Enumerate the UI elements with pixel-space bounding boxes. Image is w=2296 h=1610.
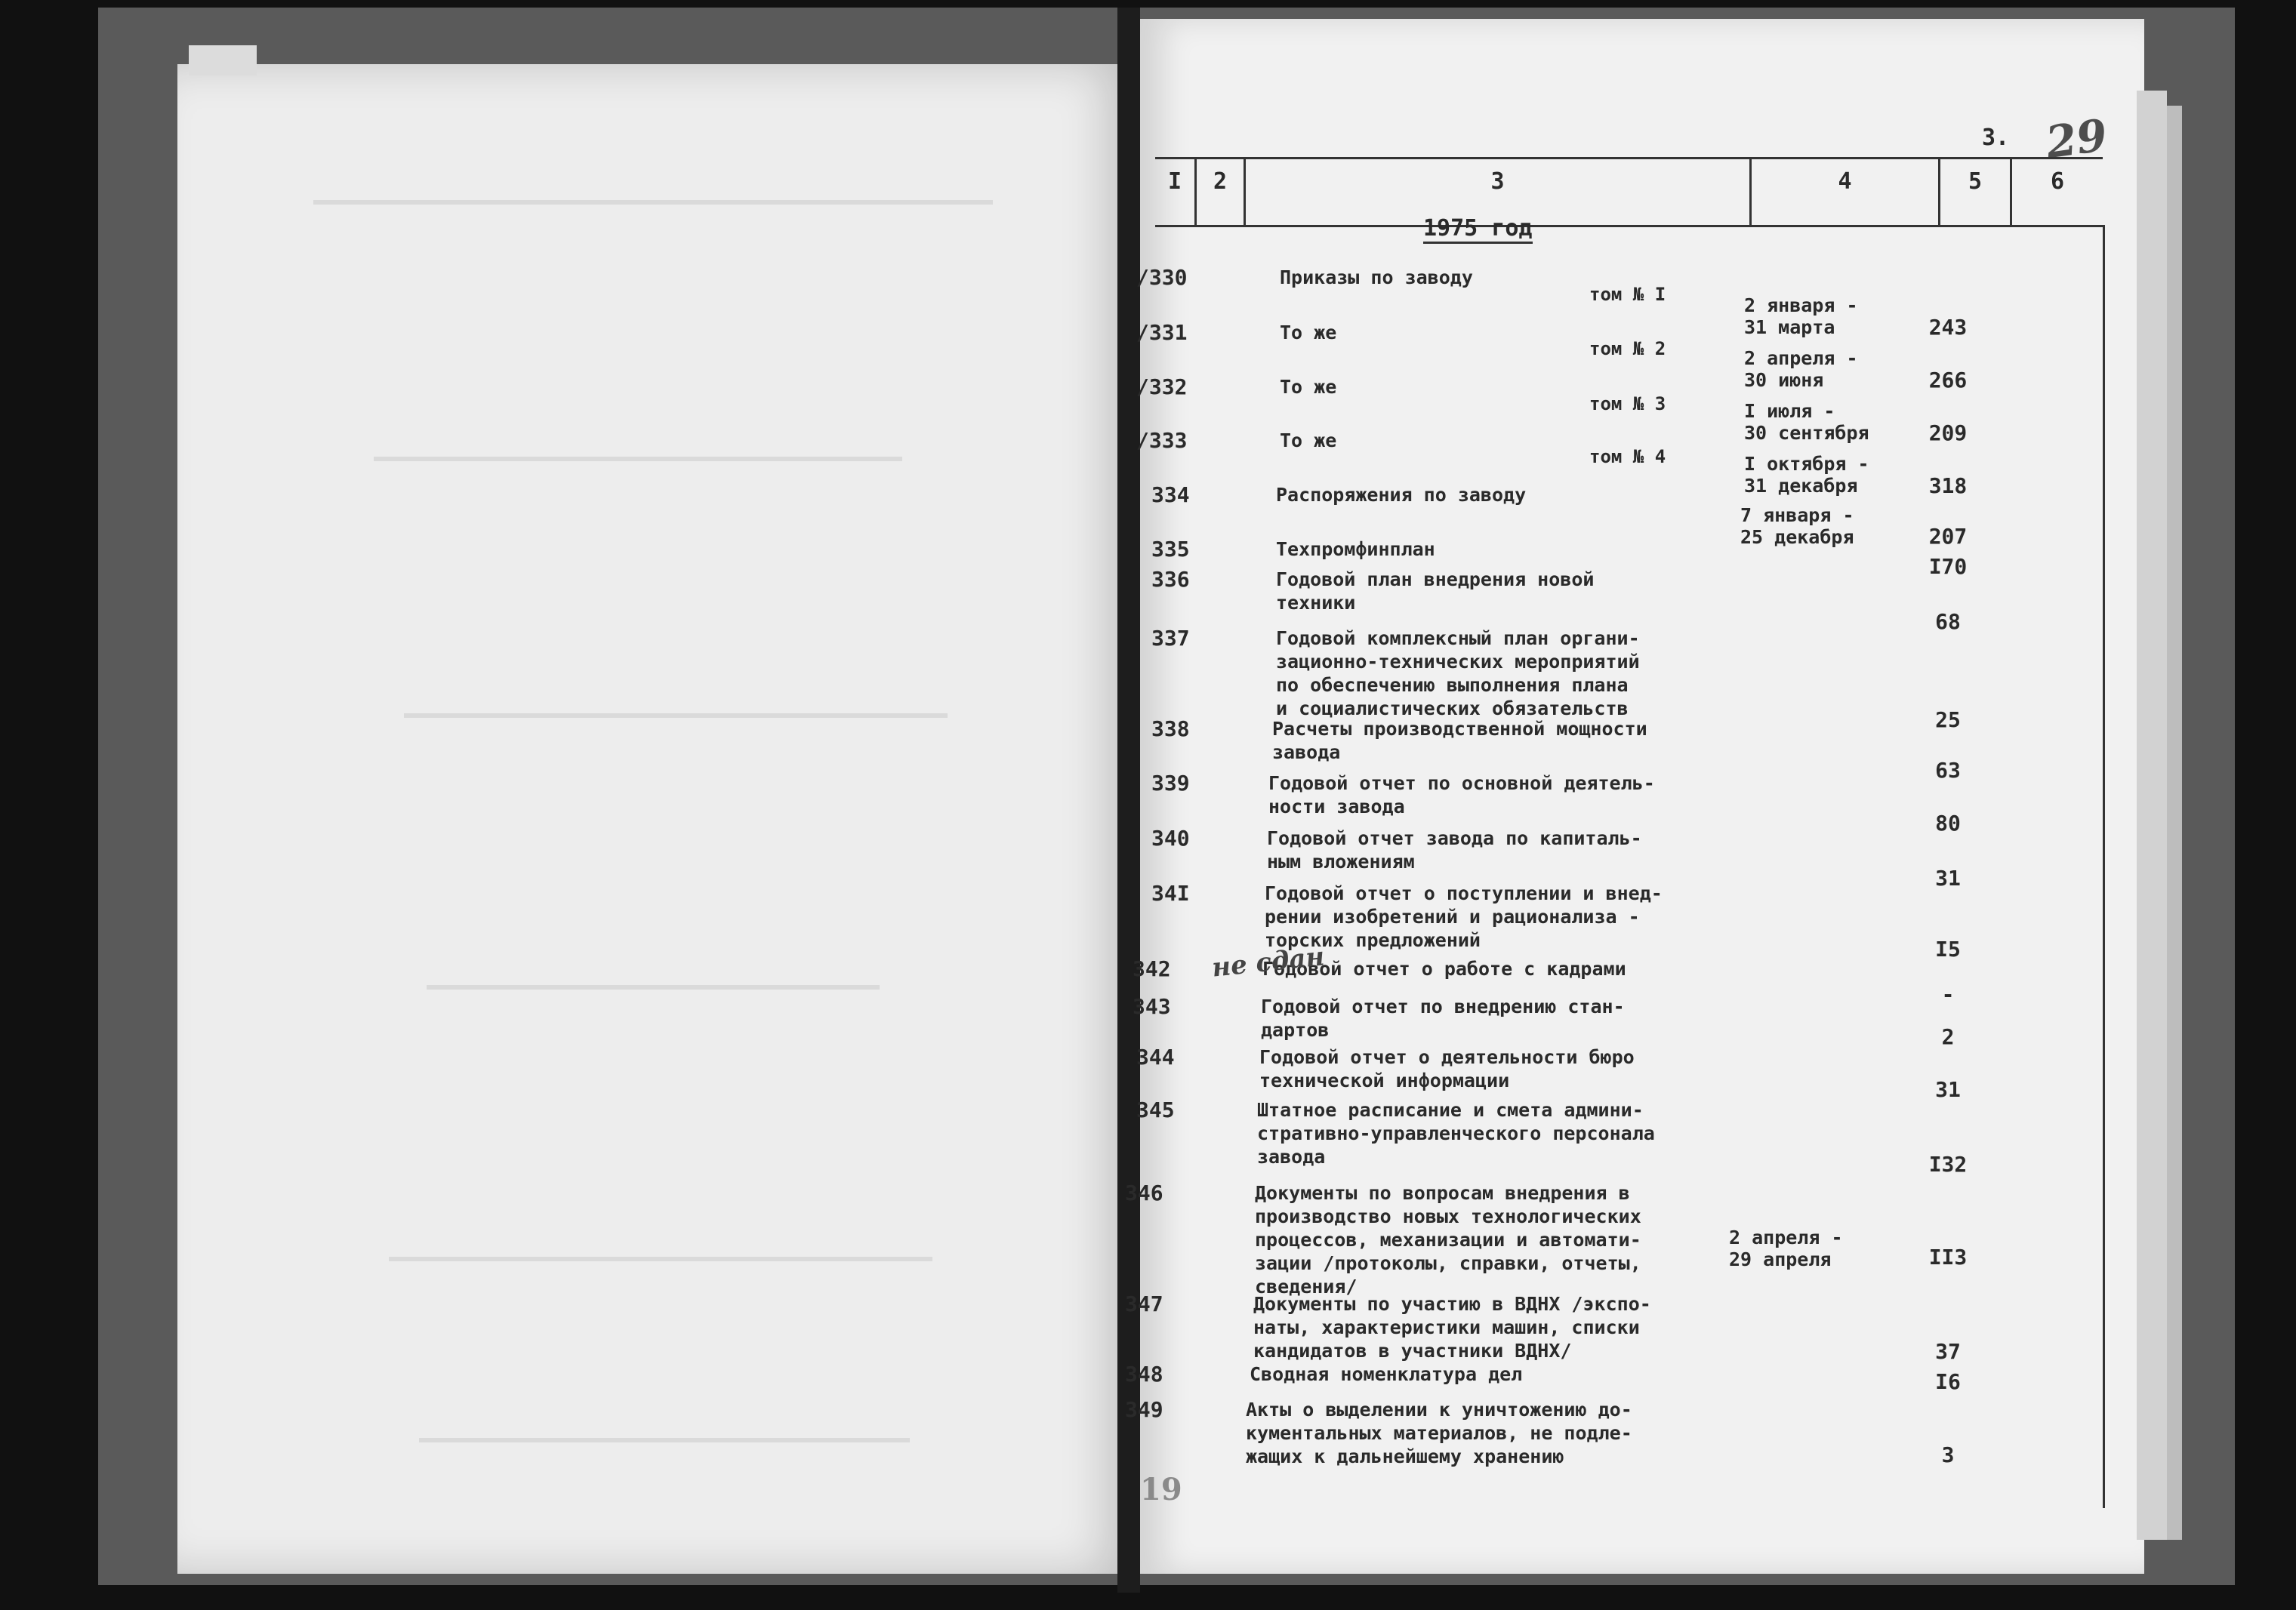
row-date-line: I июля - <box>1744 400 1835 422</box>
row-number: 349 <box>1125 1397 1163 1422</box>
row-title-line: То же <box>1280 322 1337 343</box>
row-title-line: ности завода <box>1268 796 1405 817</box>
row-title-line: Годовой отчет о деятельности бюро <box>1259 1046 1635 1068</box>
row-title-line: Годовой комплексный план органи- <box>1276 627 1640 649</box>
bleed-through-line <box>389 1257 932 1261</box>
row-number: 345 <box>1136 1097 1175 1122</box>
row-page-count: II3 <box>1928 1245 1968 1270</box>
row-date-line: 30 сентября <box>1744 422 1869 444</box>
row-page-count: 2 <box>1941 1024 1955 1049</box>
row-title-line: Годовой отчет о работе с кадрами <box>1262 958 1626 980</box>
row-title-line: Годовой отчет по основной деятель- <box>1268 772 1655 794</box>
row-title-line: Распоряжения по заводу <box>1276 484 1527 506</box>
row-date-line: 30 июня <box>1744 369 1824 391</box>
row-page-count: 209 <box>1928 420 1968 445</box>
row-title-line: Годовой план внедрения новой <box>1276 568 1595 590</box>
row-page-count: 3 <box>1941 1442 1955 1467</box>
row-number: 342 <box>1133 956 1171 981</box>
row-title-line: дартов <box>1261 1019 1330 1041</box>
row-number: 344 <box>1136 1045 1175 1070</box>
row-number: 347 <box>1125 1291 1163 1316</box>
row-number: /331 <box>1136 320 1188 345</box>
row-date-line: 31 марта <box>1744 316 1835 338</box>
row-title-line: зационно-технических мероприятий <box>1276 651 1640 673</box>
page-number-handwritten: 29 <box>2042 109 2111 169</box>
header-rule <box>1155 225 2103 227</box>
row-page-count: 37 <box>1935 1339 1961 1364</box>
row-page-count: 266 <box>1928 368 1968 392</box>
left-page-blank <box>177 64 1136 1574</box>
table-header <box>1155 157 2103 225</box>
row-date-line: 2 января - <box>1744 294 1858 316</box>
header-cell: I <box>1155 159 1197 227</box>
row-title-line: зации /протоколы, справки, отчеты, <box>1255 1252 1641 1274</box>
page-edge <box>2137 91 2167 1540</box>
row-page-count: I5 <box>1935 937 1961 962</box>
row-number: /330 <box>1136 265 1188 290</box>
row-number: 346 <box>1125 1181 1163 1205</box>
row-number: 334 <box>1151 482 1190 507</box>
row-page-count: I70 <box>1928 554 1968 579</box>
row-date-line: 7 января - <box>1740 504 1854 526</box>
row-title-line: кандидатов в участники ВДНХ/ <box>1253 1340 1572 1362</box>
row-title-line: Годовой отчет завода по капиталь- <box>1267 827 1642 849</box>
row-number: 338 <box>1151 716 1190 741</box>
row-title-line: ным вложениям <box>1267 851 1415 873</box>
header-cell: 2 <box>1197 159 1246 227</box>
row-page-count: I32 <box>1928 1152 1968 1177</box>
row-title-line: сведения/ <box>1255 1276 1358 1298</box>
header-cell: 6 <box>2050 168 2065 195</box>
row-title-line: торских предложений <box>1265 929 1481 951</box>
row-number: 34I <box>1151 881 1190 906</box>
row-title-line: стративно-управленческого персонала <box>1257 1122 1655 1144</box>
bleed-through-line <box>419 1438 910 1442</box>
row-title-line: Сводная номенклатура дел <box>1250 1363 1523 1385</box>
row-title-line: технической информации <box>1259 1070 1510 1091</box>
row-date-line: 31 декабря <box>1744 475 1858 497</box>
page-number-typed: 3. <box>1982 125 2010 151</box>
handwritten-note: не сдан <box>1210 941 1327 984</box>
row-title-line: по обеспечению выполнения плана <box>1276 674 1629 696</box>
row-title-line: Годовой отчет по внедрению стан- <box>1261 996 1625 1017</box>
row-page-count: I6 <box>1935 1369 1961 1394</box>
row-page-count: - <box>1941 982 1955 1007</box>
row-number: 337 <box>1151 626 1190 651</box>
row-number: /332 <box>1136 374 1188 399</box>
row-volume: том № 2 <box>1589 338 1666 359</box>
row-title-line: завода <box>1257 1146 1326 1168</box>
row-date-line: 2 апреля - <box>1744 347 1858 369</box>
row-volume: том № 4 <box>1589 446 1666 467</box>
row-date-line: I октября - <box>1744 453 1869 475</box>
row-title-line: наты, характеристики машин, списки <box>1253 1316 1640 1338</box>
row-number: 339 <box>1151 771 1190 796</box>
row-title-line: Штатное расписание и смета админи- <box>1257 1099 1644 1121</box>
row-page-count: 25 <box>1935 707 1961 732</box>
row-page-count: 243 <box>1928 315 1968 340</box>
row-number: 336 <box>1151 567 1190 592</box>
year-heading: 1975 год <box>1423 215 1533 244</box>
row-title-line: техники <box>1276 592 1356 614</box>
row-title-line: Приказы по заводу <box>1280 266 1473 288</box>
row-title-line: То же <box>1280 376 1337 398</box>
row-title-line: жащих к дальнейшему хранению <box>1246 1445 1564 1467</box>
row-title-line: производство новых технологических <box>1255 1205 1641 1227</box>
row-title-line: завода <box>1272 741 1341 763</box>
row-number: 343 <box>1133 994 1171 1019</box>
column-rule <box>2103 225 2105 1508</box>
row-page-count: 31 <box>1935 866 1961 891</box>
row-page-count: 318 <box>1928 473 1968 498</box>
row-volume: том № 3 <box>1589 393 1666 414</box>
row-title-line: Годовой отчет о поступлении и внед- <box>1265 882 1663 904</box>
bleed-through-line <box>374 457 902 461</box>
row-title-line: и социалистических обязательств <box>1276 697 1629 719</box>
row-title-line: Документы по участию в ВДНХ /экспо- <box>1253 1293 1651 1315</box>
header-cell: 4 <box>1752 159 1940 227</box>
row-page-count: 80 <box>1935 811 1961 836</box>
row-title-line: процессов, механизации и автомати- <box>1255 1229 1641 1251</box>
row-number: /333 <box>1136 428 1188 453</box>
row-date-line: 29 апреля <box>1729 1248 1832 1270</box>
row-title-line: Техпромфинплан <box>1276 538 1435 560</box>
row-title-line: То же <box>1280 429 1337 451</box>
handwritten-margin-number: 19 <box>1140 1472 1182 1507</box>
row-date-line: 25 декабря <box>1740 526 1854 548</box>
bleed-through-line <box>427 985 880 990</box>
row-volume: том № I <box>1589 284 1666 305</box>
row-page-count: 31 <box>1935 1077 1961 1102</box>
row-date-line: 2 апреля - <box>1729 1227 1843 1248</box>
page-stack-edge <box>189 45 257 75</box>
row-title-line: Расчеты производственной мощности <box>1272 718 1647 740</box>
bleed-through-line <box>404 713 948 718</box>
row-title-line: Акты о выделении к уничтожению до- <box>1246 1399 1632 1421</box>
book-gutter <box>1117 8 1140 1593</box>
row-number: 335 <box>1151 537 1190 562</box>
row-page-count: 207 <box>1928 524 1968 549</box>
header-cell: 5 <box>1940 159 2012 227</box>
bleed-through-line <box>313 200 993 205</box>
header-cell: 3 <box>1246 159 1752 227</box>
row-title-line: кументальных материалов, не подле- <box>1246 1422 1632 1444</box>
page-edge <box>2167 106 2182 1540</box>
row-number: 348 <box>1125 1362 1163 1387</box>
row-number: 340 <box>1151 826 1190 851</box>
row-page-count: 63 <box>1935 758 1961 783</box>
row-page-count: 68 <box>1935 609 1961 634</box>
row-title-line: рении изобретений и рационализа - <box>1265 906 1640 928</box>
row-title-line: Документы по вопросам внедрения в <box>1255 1182 1630 1204</box>
